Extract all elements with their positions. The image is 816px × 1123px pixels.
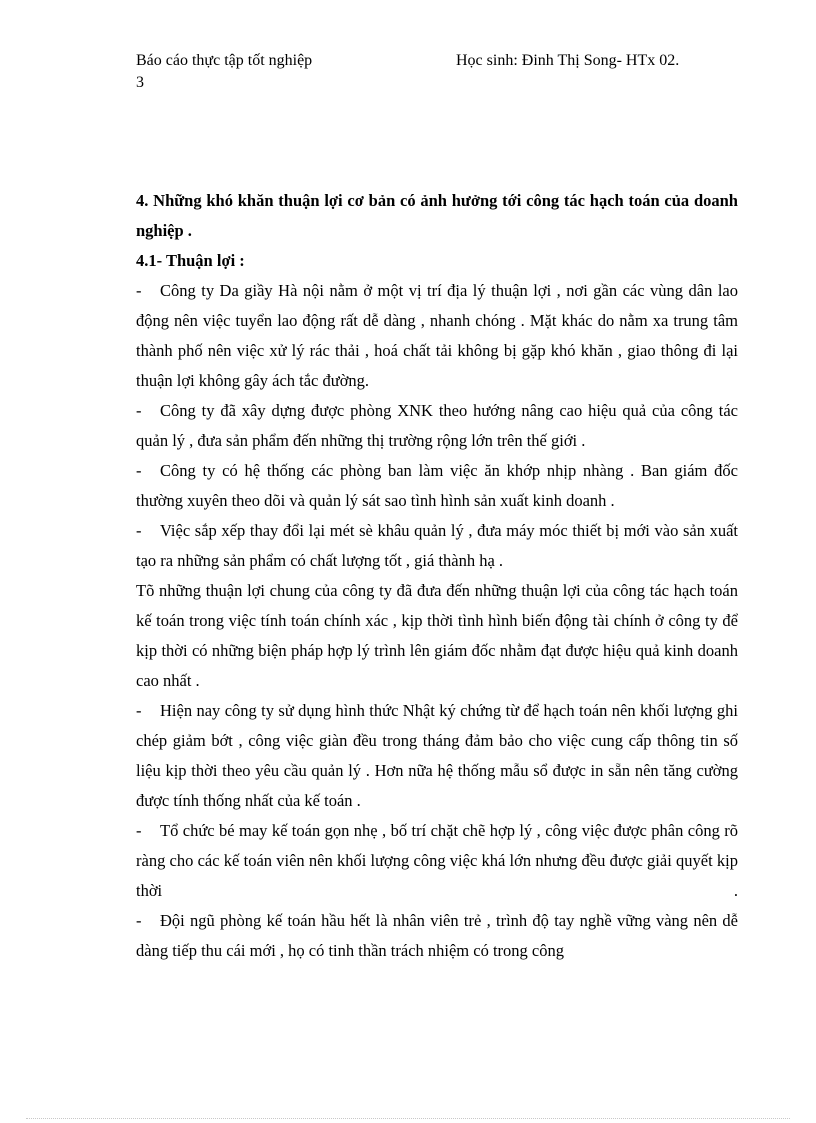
bullet-item bbox=[136, 906, 738, 966]
dash-marker: - bbox=[136, 521, 142, 540]
document-body bbox=[136, 186, 738, 966]
dash-marker: - bbox=[136, 281, 142, 300]
dash-marker: - bbox=[136, 461, 142, 480]
bullet-text: Tổ chức bé may kế toán gọn nhẹ , bố trí chặt chẽ hợp lý , công việc được phân công rõ ràng cho các kế toán viên nên khối lượng công việc khá lớn nhưng đều được giải quyết kịp thời . bbox=[136, 821, 738, 900]
subsection-heading: 4.1- Thuận lợi : bbox=[136, 251, 245, 270]
bullet-item bbox=[136, 816, 738, 906]
bullet-text: Công ty có hệ thống các phòng ban làm việc ăn khớp nhịp nhàng . Ban giám đốc thường xuyên theo dõi và quản lý sát sao tình hình sản xuất kinh doanh . bbox=[136, 461, 738, 510]
header-report-title: Báo cáo thực tập tốt nghiệp bbox=[136, 52, 313, 69]
page-number: 3 bbox=[136, 74, 144, 91]
bullet-item bbox=[136, 696, 738, 816]
bullet-text: Đội ngũ phòng kế toán hầu hết là nhân viên trẻ , trình độ tay nghề vững vàng nên dễ dàng tiếp thu cái mới , họ có tinh thần trách nhiệm có trong công bbox=[136, 911, 738, 960]
dash-marker: - bbox=[136, 821, 142, 840]
section-heading: 4. Những khó khăn thuận lợi cơ bản có ảnh hưởng tới công tác hạch toán của doanh nghiệp . bbox=[136, 191, 738, 240]
bullet-text: Việc sắp xếp thay đổi lại mét sè khâu quản lý , đưa máy móc thiết bị mới vào sản xuất tạo ra những sản phẩm có chất lượng tốt , giá thành hạ . bbox=[136, 521, 738, 570]
dash-marker: - bbox=[136, 401, 142, 420]
page-bottom-divider bbox=[26, 1118, 790, 1119]
bullet-text: Công ty đã xây dựng được phòng XNK theo hướng nâng cao hiệu quả của công tác quản lý , đưa sản phẩm đến những thị trường rộng lớn trên thế giới . bbox=[136, 401, 738, 450]
bullet-text: Hiện nay công ty sử dụng hình thức Nhật ký chứng từ để hạch toán nên khối lượng ghi chép giảm bớt , công việc giàn đều trong tháng đảm bảo cho việc cung cấp thông tin số liệu kịp thời theo yêu cầu quản lý . Hơn nữa hệ thống mẫu sổ được in sẵn nên tăng cường được tính thống nhất của kế toán . bbox=[136, 701, 738, 810]
header-student-name: Học sinh: Đinh Thị Song- HTx 02. bbox=[456, 52, 680, 69]
bullet-item bbox=[136, 516, 738, 576]
bullet-item bbox=[136, 396, 738, 456]
bullet-item bbox=[136, 276, 738, 396]
bullet-text: Công ty Da giầy Hà nội nằm ở một vị trí địa lý thuận lợi , nơi gần các vùng dân lao động nên việc tuyển lao động rất dễ dàng , nhanh chóng . Mặt khác do nằm xa trung tâm thành phố nên việc xử lý rác thải , hoá chất tải không bị gặp khó khăn , giao thông đi lại thuận lợi không gây ách tắc đường. bbox=[136, 281, 738, 390]
bullet-item bbox=[136, 456, 738, 516]
dash-marker: - bbox=[136, 701, 142, 720]
dash-marker: - bbox=[136, 911, 142, 930]
body-paragraph: Tõ những thuận lợi chung của công ty đã đưa đến những thuận lợi của công tác hạch toán kế toán trong việc tính toán chính xác , kịp thời tình hình biến động tài chính ở công ty để kịp thời có những biện pháp hợp lý trình lên giám đốc nhằm đạt được hiệu quả kinh doanh cao nhất . bbox=[136, 581, 738, 690]
